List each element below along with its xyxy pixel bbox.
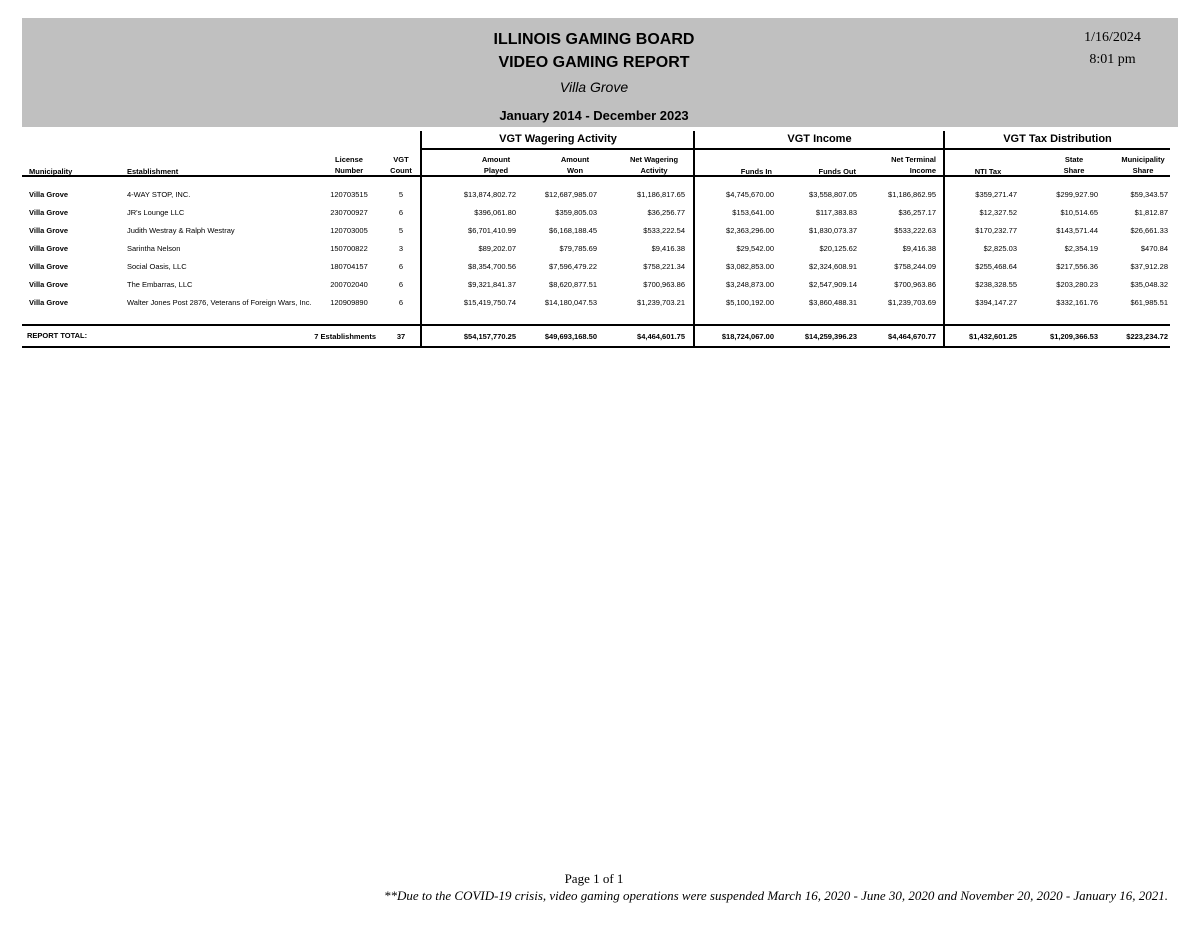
cell-nti-tax: $394,147.27 [975, 298, 1017, 307]
total-nti-tax: $1,432,601.25 [969, 332, 1017, 341]
cell-muni-share: $61,985.51 [1130, 298, 1168, 307]
col-municipality-share: Municipality Share [1121, 155, 1165, 175]
cell-funds-out: $117,383.83 [815, 208, 857, 217]
col-amount-played: Amount Played [481, 155, 511, 175]
page-number: Page 1 of 1 [564, 871, 624, 886]
cell-license: 120909890 [330, 298, 368, 307]
cell-net-wager: $758,221.34 [643, 262, 685, 271]
total-net-wager: $4,464,601.75 [637, 332, 685, 341]
cell-funds-in: $3,082,853.00 [726, 262, 774, 271]
cell-municipality: Villa Grove [29, 190, 69, 199]
cell-muni-share: $59,343.57 [1130, 190, 1168, 199]
cell-state-share: $2,354.19 [1064, 244, 1098, 253]
cell-vgt-count: 6 [398, 280, 404, 289]
cell-license: 120703515 [330, 190, 368, 199]
divider-wagering [420, 131, 422, 348]
cell-net-wager: $700,963.86 [643, 280, 685, 289]
cell-net-wager: $9,416.38 [651, 244, 685, 253]
group-vgt-income: VGT Income [787, 133, 852, 145]
col-vgt-count: VGT Count [390, 155, 412, 175]
cell-funds-in: $2,363,296.00 [726, 226, 774, 235]
cell-nti: $533,222.63 [894, 226, 936, 235]
cell-net-wager: $36,256.77 [647, 208, 685, 217]
cell-state-share: $143,571.44 [1056, 226, 1098, 235]
cell-vgt-count: 6 [398, 298, 404, 307]
cell-won: $6,168,188.45 [549, 226, 597, 235]
cell-state-share: $332,161.76 [1056, 298, 1098, 307]
col-net-terminal-income: Net Terminal Income [891, 155, 936, 175]
cell-municipality: Villa Grove [29, 244, 69, 253]
covid-footnote: **Due to the COVID-19 crisis, video gaming operations were suspended March 16, 2020 - June 30, 2020 and November 20, 2020 - January 16, 2021. [384, 888, 1168, 903]
total-state-share: $1,209,366.53 [1050, 332, 1098, 341]
total-label: REPORT TOTAL: [27, 331, 88, 340]
cell-funds-out: $3,860,488.31 [809, 298, 857, 307]
cell-establishment: Judith Westray & Ralph Westray [127, 226, 235, 235]
cell-nti-tax: $255,468.64 [975, 262, 1017, 271]
cell-won: $359,805.03 [555, 208, 597, 217]
col-municipality: Municipality [29, 167, 73, 176]
cell-funds-out: $2,547,909.14 [809, 280, 857, 289]
cell-funds-out: $2,324,608.91 [809, 262, 857, 271]
col-net-wagering: Net Wagering Activity [629, 155, 679, 175]
cell-nti-tax: $238,328.55 [975, 280, 1017, 289]
cell-license: 200702040 [330, 280, 368, 289]
cell-establishment: Walter Jones Post 2876, Veterans of Foreign Wars, Inc. [127, 298, 312, 307]
cell-funds-in: $3,248,873.00 [726, 280, 774, 289]
cell-state-share: $203,280.23 [1056, 280, 1098, 289]
total-funds-in: $18,724,067.00 [721, 332, 774, 341]
cell-funds-out: $3,558,807.05 [809, 190, 857, 199]
report-date: 1/16/2024 [1084, 30, 1141, 45]
cell-played: $89,202.07 [478, 244, 516, 253]
cell-muni-share: $470.84 [1140, 244, 1168, 253]
report-subtitle: VIDEO GAMING REPORT [498, 54, 690, 71]
cell-state-share: $217,556.36 [1056, 262, 1098, 271]
cell-muni-share: $1,812.87 [1134, 208, 1168, 217]
cell-municipality: Villa Grove [29, 298, 69, 307]
cell-nti-tax: $12,327.52 [979, 208, 1017, 217]
col-nti-tax: NTI Tax [974, 167, 1002, 176]
cell-won: $8,620,877.51 [549, 280, 597, 289]
cell-vgt-count: 3 [398, 244, 404, 253]
cell-nti: $36,257.17 [898, 208, 936, 217]
col-funds-out: Funds Out [818, 167, 856, 176]
cell-establishment: Sarintha Nelson [127, 244, 181, 253]
cell-played: $9,321,841.37 [468, 280, 516, 289]
cell-net-wager: $1,239,703.21 [637, 298, 685, 307]
cell-won: $79,785.69 [559, 244, 597, 253]
cell-license: 120703005 [330, 226, 368, 235]
cell-nti-tax: $170,232.77 [975, 226, 1017, 235]
cell-muni-share: $37,912.28 [1130, 262, 1168, 271]
cell-establishment: JR's Lounge LLC [127, 208, 185, 217]
cell-establishment: 4-WAY STOP, INC. [127, 190, 191, 199]
cell-muni-share: $35,048.32 [1130, 280, 1168, 289]
group-wagering-activity: VGT Wagering Activity [499, 133, 617, 145]
total-nti: $4,464,670.77 [888, 332, 936, 341]
cell-played: $15,419,750.74 [463, 298, 516, 307]
total-played: $54,157,770.25 [463, 332, 516, 341]
divider-tax [943, 131, 945, 348]
divider-income [693, 131, 695, 348]
total-rule-bottom [22, 346, 1170, 348]
cell-nti: $1,239,703.69 [888, 298, 936, 307]
cell-municipality: Villa Grove [29, 280, 69, 289]
cell-net-wager: $533,222.54 [643, 226, 685, 235]
cell-municipality: Villa Grove [29, 262, 69, 271]
cell-vgt-count: 6 [398, 208, 404, 217]
cell-nti: $1,186,862.95 [888, 190, 936, 199]
cell-net-wager: $1,186,817.65 [637, 190, 685, 199]
col-establishment: Establishment [127, 167, 179, 176]
cell-nti: $758,244.09 [894, 262, 936, 271]
cell-funds-out: $20,125.62 [819, 244, 857, 253]
report-period: January 2014 - December 2023 [499, 108, 689, 123]
cell-funds-out: $1,830,073.37 [809, 226, 857, 235]
cell-nti: $700,963.86 [894, 280, 936, 289]
cell-state-share: $299,927.90 [1056, 190, 1098, 199]
col-amount-won: Amount Won [560, 155, 590, 175]
cell-license: 180704157 [330, 262, 368, 271]
cell-vgt-count: 6 [398, 262, 404, 271]
cell-won: $7,596,479.22 [549, 262, 597, 271]
cell-establishment: The Embarras, LLC [127, 280, 193, 289]
cell-funds-in: $29,542.00 [736, 244, 774, 253]
report-time: 8:01 pm [1089, 52, 1136, 67]
cell-license: 230700927 [330, 208, 368, 217]
total-vgt: 37 [396, 332, 406, 341]
cell-funds-in: $5,100,192.00 [726, 298, 774, 307]
group-tax-distribution: VGT Tax Distribution [1003, 133, 1112, 145]
cell-played: $8,354,700.56 [468, 262, 516, 271]
cell-muni-share: $26,661.33 [1130, 226, 1168, 235]
cell-municipality: Villa Grove [29, 208, 69, 217]
cell-nti-tax: $2,825.03 [983, 244, 1017, 253]
cell-vgt-count: 5 [398, 226, 404, 235]
total-funds-out: $14,259,396.23 [804, 332, 857, 341]
cell-state-share: $10,514.65 [1060, 208, 1098, 217]
report-location: Villa Grove [559, 79, 629, 95]
report-title: ILLINOIS GAMING BOARD [493, 31, 695, 48]
cell-establishment: Social Oasis, LLC [127, 262, 187, 271]
cell-nti-tax: $359,271.47 [975, 190, 1017, 199]
col-license: License Number [334, 155, 364, 175]
total-establishments: 7 Establishments [314, 332, 376, 341]
col-funds-in: Funds In [740, 167, 772, 176]
cell-license: 150700822 [330, 244, 368, 253]
group-underline [422, 148, 1170, 150]
total-muni-share: $223,234.72 [1126, 332, 1168, 341]
cell-won: $12,687,985.07 [544, 190, 597, 199]
cell-played: $6,701,410.99 [468, 226, 516, 235]
cell-played: $396,061.80 [474, 208, 516, 217]
cell-nti: $9,416.38 [902, 244, 936, 253]
cell-municipality: Villa Grove [29, 226, 69, 235]
total-rule-top [22, 324, 1170, 326]
cell-won: $14,180,047.53 [544, 298, 597, 307]
col-state-share: State Share [1063, 155, 1085, 175]
cell-funds-in: $153,641.00 [732, 208, 774, 217]
cell-funds-in: $4,745,670.00 [726, 190, 774, 199]
cell-played: $13,874,802.72 [463, 190, 516, 199]
total-won: $49,693,168.50 [544, 332, 597, 341]
cell-vgt-count: 5 [398, 190, 404, 199]
